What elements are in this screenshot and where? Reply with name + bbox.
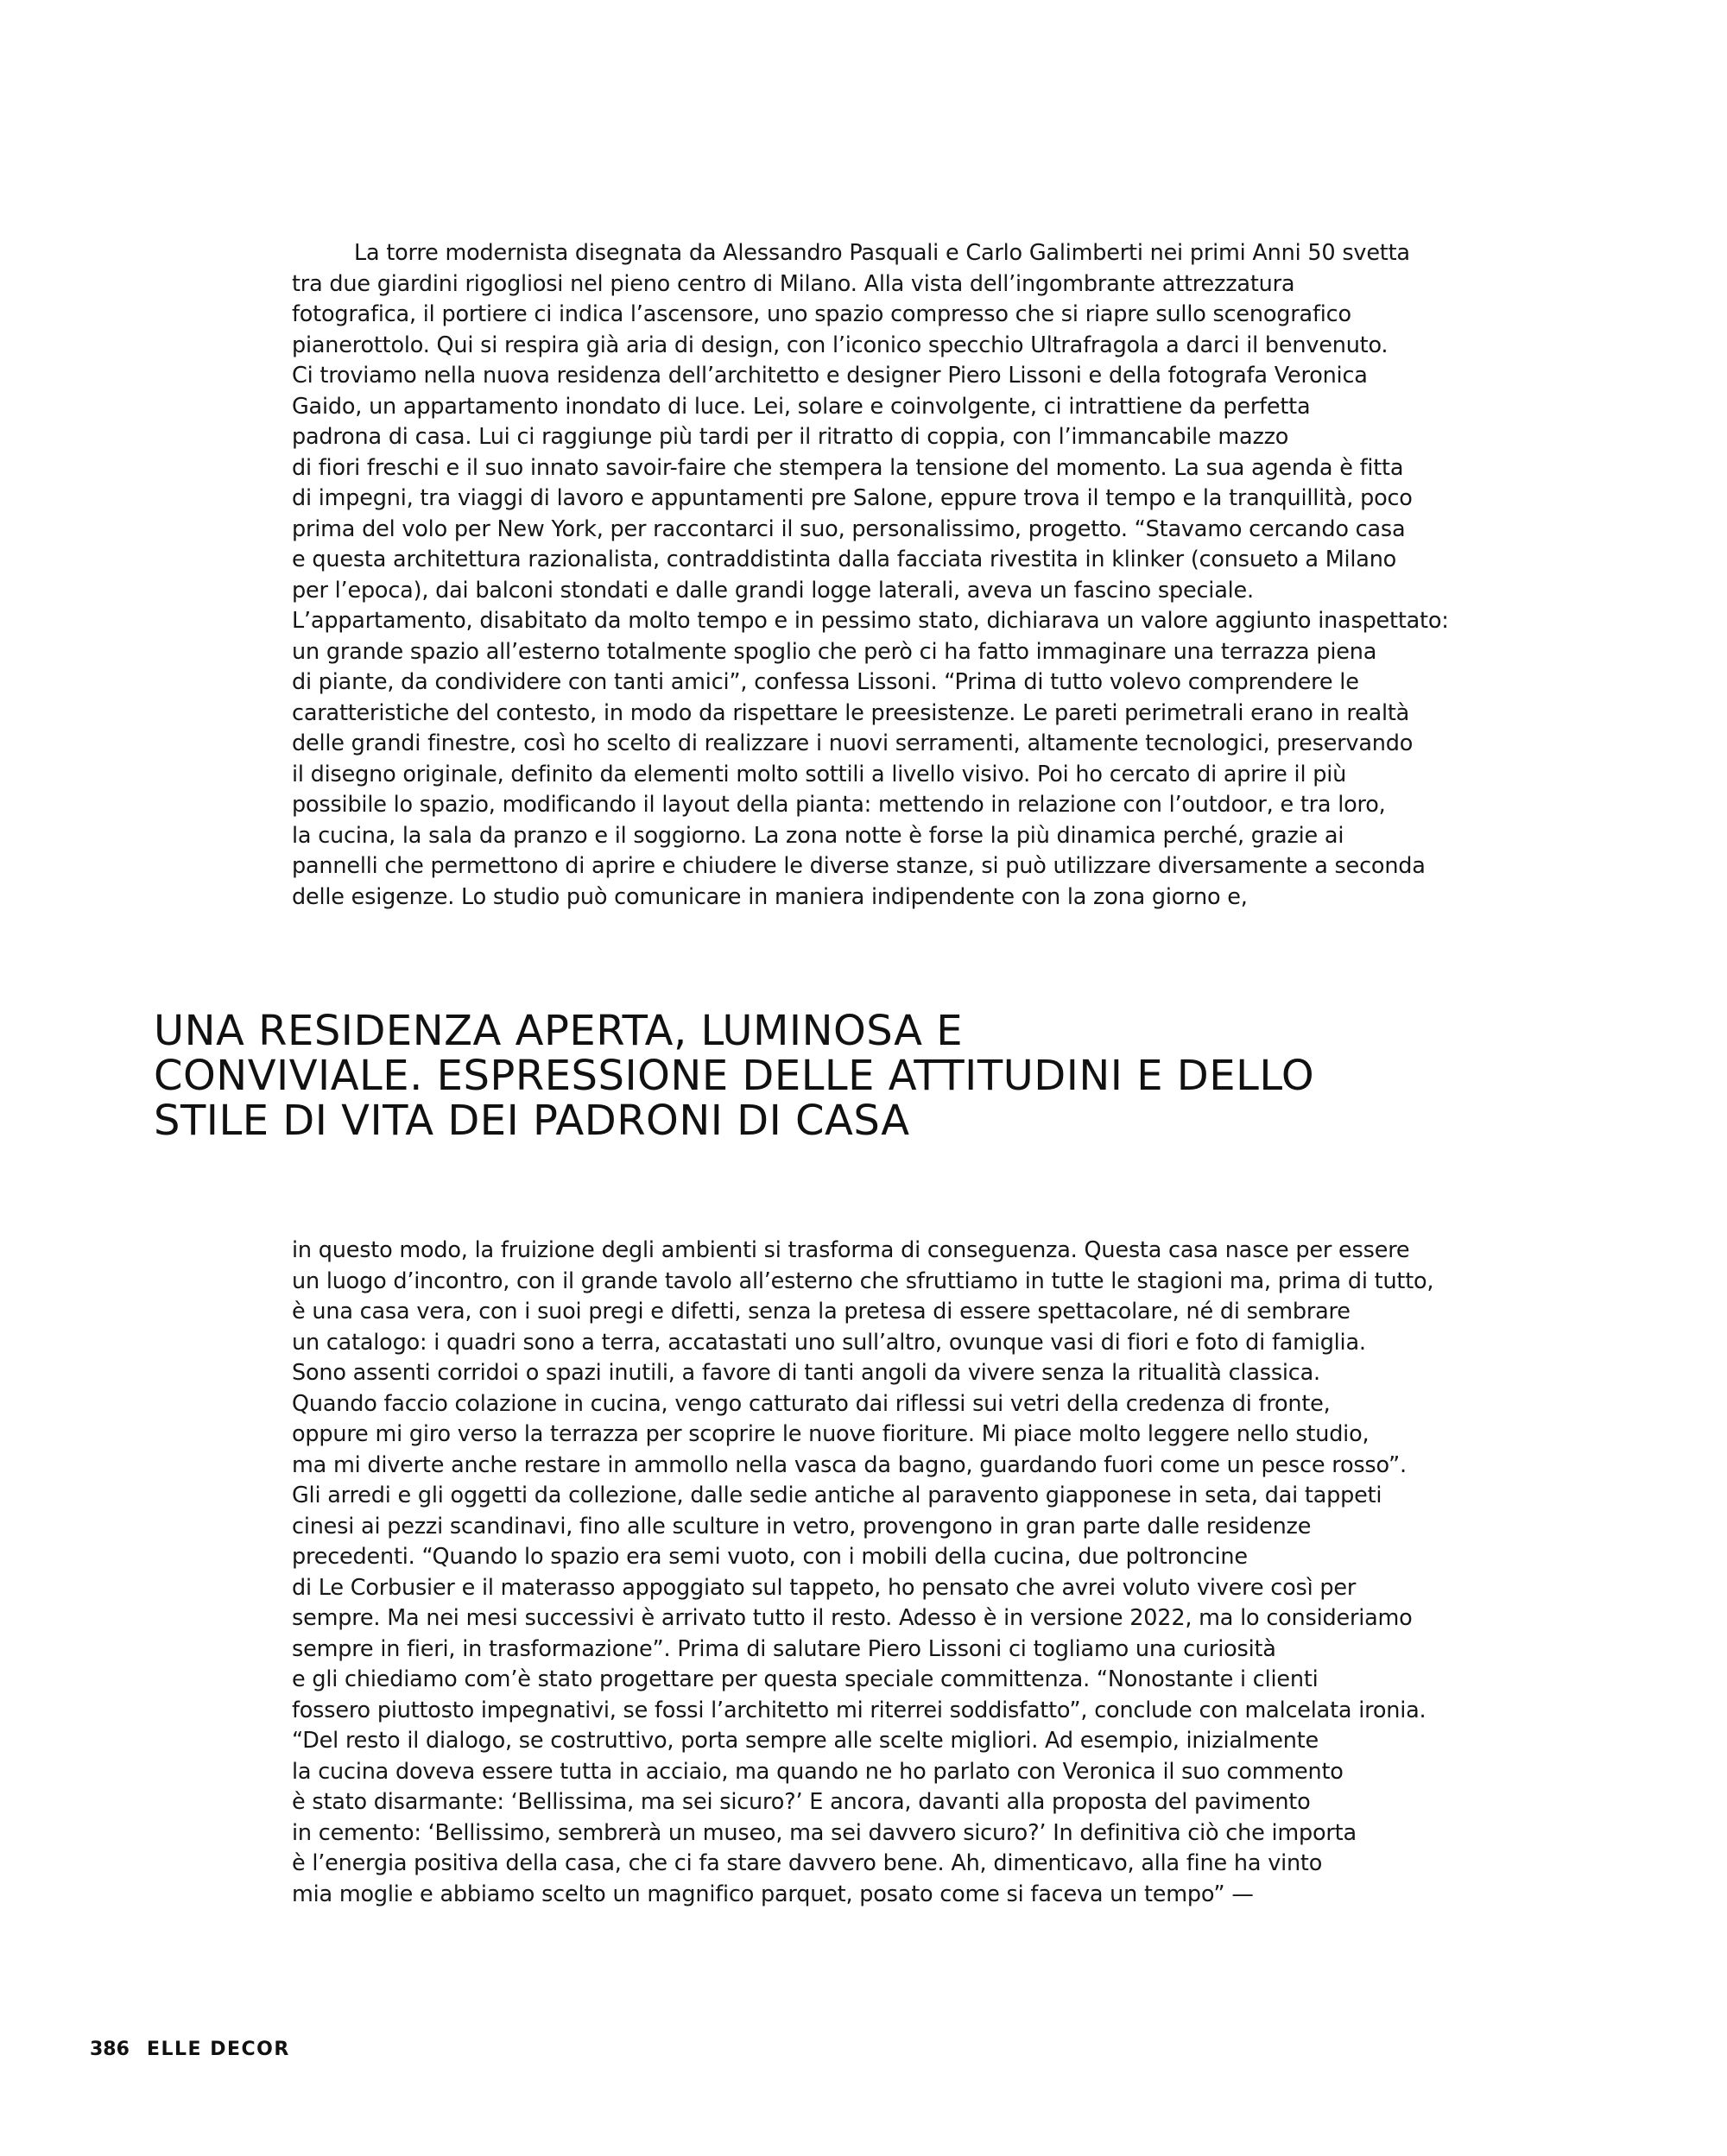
text-line: e questa architettura razionalista, contraddistinta dalla facciata rivestita in klinker (consueto a Milano [292, 547, 1397, 572]
text-line: di Le Corbusier e il materasso appoggiato sul tappeto, ho pensato che avrei voluto vivere così per [292, 1574, 1357, 1601]
text-line: la cucina doveva essere tutta in acciaio, ma quando ne ho parlato con Veronica il suo commento [292, 1758, 1344, 1785]
text-line: è una casa vera, con i suoi pregi e difetti, senza la pretesa di essere spettacolare, né di sembrare [292, 1299, 1351, 1325]
text-line: sempre in fieri, in trasformazione”. Prima di salutare Piero Lissoni ci togliamo una curiosità [292, 1635, 1276, 1662]
text-line: un grande spazio all’esterno totalmente spoglio che però ci ha fatto immaginare una terrazza piena [292, 638, 1377, 665]
text-line: pianerottolo. Qui si respira già aria di design, con l’iconico specchio Ultrafragola a darci il benvenuto. [292, 332, 1389, 358]
text-line: La torre modernista disegnata da Alessandro Pasquali e Carlo Galimberti nei primi Anni 50 svetta [354, 240, 1410, 266]
text-line: L’appartamento, disabitato da molto tempo e in pessimo stato, dichiarava un valore aggiunto inaspettato: [292, 608, 1449, 634]
text-line: oppure mi giro verso la terrazza per scoprire le nuove fioriture. Mi piace molto leggere nello studio, [292, 1421, 1370, 1447]
text-line: di impegni, tra viaggi di lavoro e appuntamenti pre Salone, eppure trova il tempo e la tranquillità, poco [292, 485, 1413, 511]
page-footer [90, 2038, 290, 2062]
text-line: di fiori freschi e il suo innato savoir-faire che stempera la tensione del momento. La sua agenda è fitta [292, 454, 1404, 481]
text-line: ma mi diverte anche restare in ammollo nella vasca da bagno, guardando fuori come un pesce rosso”. [292, 1451, 1407, 1478]
text-line: prima del volo per New York, per raccontarci il suo, personalissimo, progetto. “Stavamo cercando casa [292, 515, 1406, 542]
text-line: il disegno originale, definito da elementi molto sottili a livello visivo. Poi ho cercato di aprire il più [292, 761, 1347, 787]
article-body-part-2 [292, 1236, 1475, 1910]
text-line: delle esigenze. Lo studio può comunicare in maniera indipendente con la zona giorno e, [292, 883, 1248, 910]
text-line: precedenti. “Quando lo spazio era semi vuoto, con i mobili della cucina, due poltroncine [292, 1544, 1248, 1570]
text-line: possibile lo spazio, modificando il layout della pianta: mettendo in relazione con l’outdoor, e tra loro, [292, 792, 1386, 818]
text-line: la cucina, la sala da pranzo e il soggiorno. La zona notte è forse la più dinamica perché, grazie ai [292, 822, 1344, 849]
magazine-name: ELLE DECOR [146, 2039, 290, 2060]
text-line: pannelli che permettono di aprire e chiudere le diverse stanze, si può utilizzare diversamente a seconda [292, 853, 1426, 879]
text-line: Sono assenti corridoi o spazi inutili, a favore di tanti angoli da vivere senza la ritualità classica. [292, 1360, 1320, 1386]
text-line: Ci troviamo nella nuova residenza dell’architetto e designer Piero Lissoni e della fotografa Veronica [292, 363, 1368, 389]
text-line: di piante, da condividere con tanti amici”, confessa Lissoni. “Prima di tutto volevo comprendere le [292, 669, 1359, 695]
text-line: “Del resto il dialogo, se costruttivo, porta sempre alle scelte migliori. Ad esempio, inizialmente [292, 1728, 1319, 1754]
text-line: per l’epoca), dai balconi stondati e dalle grandi logge laterali, aveva un fascino speciale. [292, 577, 1254, 604]
text-line: fotografica, il portiere ci indica l’ascensore, uno spazio compresso che si riapre sullo scenografico [292, 301, 1351, 327]
text-line: cinesi ai pezzi scandinavi, fino alle sculture in vetro, provengono in gran parte dalle residenze [292, 1513, 1312, 1540]
article-body-part-1 [292, 238, 1475, 913]
text-line: padrona di casa. Lui ci raggiunge più tardi per il ritratto di coppia, con l’immancabile mazzo [292, 424, 1289, 450]
pull-quote-line: STILE DI VITA DEI PADRONI DI CASA [154, 1097, 910, 1145]
text-line: un luogo d’incontro, con il grande tavolo all’esterno che sfruttiamo in tutte le stagioni ma, prima di tutto, [292, 1268, 1434, 1294]
text-line: è stato disarmante: ‘Bellissima, ma sei sicuro?’ E ancora, davanti alla proposta del pavimento [292, 1789, 1311, 1815]
text-line: è l’energia positiva della casa, che ci fa stare davvero bene. Ah, dimenticavo, alla fine ha vinto [292, 1850, 1323, 1876]
text-line: mia moglie e abbiamo scelto un magnifico parquet, posato come si faceva un tempo” — [292, 1881, 1254, 1907]
text-line: Gaido, un appartamento inondato di luce. Lei, solare e coinvolgente, ci intrattiene da perfetta [292, 393, 1311, 420]
pull-quote-line: CONVIVIALE. ESPRESSIONE DELLE ATTITUDINI E DELLO [154, 1052, 1315, 1100]
text-line: Quando faccio colazione in cucina, vengo catturato dai riflessi sui vetri della credenza di fronte, [292, 1390, 1331, 1417]
text-line: Gli arredi e gli oggetti da collezione, dalle sedie antiche al paravento giapponese in seta, dai tappeti [292, 1483, 1382, 1508]
text-line: in cemento: ‘Bellissimo, sembrerà un museo, ma sei davvero sicuro?’ In definitiva ciò che importa [292, 1819, 1357, 1846]
text-line: fossero piuttosto impegnativi, se fossi l’architetto mi riterrei soddisfatto”, conclude con malcelata ironia. [292, 1697, 1427, 1723]
pull-quote-line: UNA RESIDENZA APERTA, LUMINOSA E [154, 1007, 964, 1055]
text-line: e gli chiediamo com’è stato progettare per questa speciale committenza. “Nonostante i clienti [292, 1666, 1319, 1692]
page-number: 386 [90, 2039, 130, 2060]
text-line: tra due giardini rigogliosi nel pieno centro di Milano. Alla vista dell’ingombrante attrezzatura [292, 270, 1295, 297]
text-line: in questo modo, la fruizione degli ambienti si trasforma di conseguenza. Questa casa nasce per essere [292, 1237, 1410, 1263]
pull-quote [154, 1008, 1622, 1143]
text-line: un catalogo: i quadri sono a terra, accatastati uno sull’altro, ovunque vasi di fiori e foto di famiglia. [292, 1329, 1366, 1356]
text-line: caratteristiche del contesto, in modo da rispettare le preesistenze. Le pareti perimetrali erano in realtà [292, 699, 1410, 726]
text-line: sempre. Ma nei mesi successivi è arrivato tutto il resto. Adesso è in versione 2022, ma lo consideriamo [292, 1605, 1413, 1631]
text-line: delle grandi finestre, così ho scelto di realizzare i nuovi serramenti, altamente tecnologici, preservando [292, 730, 1414, 756]
